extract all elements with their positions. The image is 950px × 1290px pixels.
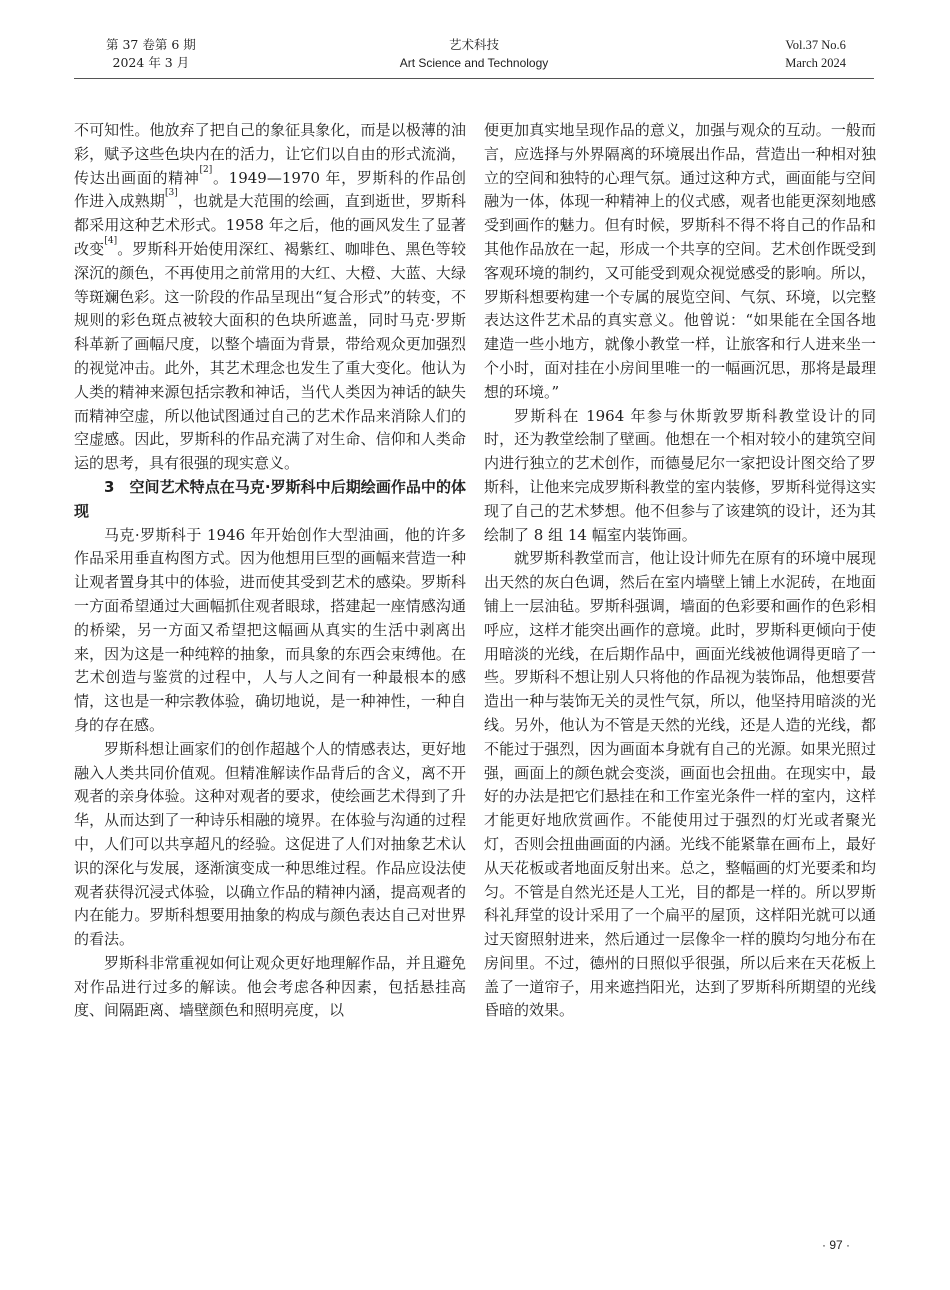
journal-title-cn: 艺术科技 — [448, 37, 499, 52]
paragraph: 就罗斯科教堂而言，他让设计师先在原有的环境中展现出天然的灰白色调，然后在室内墙壁上铺上水泥砖，在地面铺上一层油毡。罗斯科强调，墙面的色彩要和画作的色彩相呼应，这样才能突出画作的意境。此时，罗斯科更倾向于使用暗淡的光线，在后期作品中，画面光线被他调得更暗了一些。罗斯科不想让别人只将他的作品视为装饰品，他想要营造出一种与装饰无关的灵性气氛，所以，他坚持用暗淡的光线。另外，他认为不管是天然的光线，还是人造的光线，都不能过于强烈，因为画面本身就有自己的光源。如果光照过强，画面上的颜色就会变淡，画面也会扭曲。在现实中，最好的办法是把它们悬挂在和工作室光条件一样的室内，这样才能更好地欣赏画作。不能使用过于强烈的灯光或者聚光灯，否则会扭曲画面的内涵。光线不能紧靠在画布上，最好从天花板或者地面反射出来。总之，整幅画的灯光要柔和均匀。不管是自然光还是人工光，目的都是一样的。所以罗斯科礼拜堂的设计采用了一个扁平的屋顶，这样阳光就可以通过天窗照射进来，然后通过一层像伞一样的膜均匀地分布在房间里。不过，德州的日照似乎很强，所以后来在天花板上盖了一道帘子，用来遮挡阳光，达到了罗斯科所期望的光线昏暗的效果。 — [484, 549, 876, 1020]
page-number: · 97 · — [821, 1238, 850, 1252]
paragraph: 罗斯科在 1964 年参与休斯敦罗斯科教堂设计的同时，还为教堂绘制了壁画。他想在一个相对较小的建筑空间内进行独立的艺术创作，而德曼尼尔一家把设计图交给了罗斯科，让他来完成罗斯科教堂的室内装修，罗斯科觉得这实现了自己的艺术梦想。他不但参与了该建筑的设计，还为其绘制了 8 组 14 幅室内装饰画。 — [484, 406, 876, 544]
running-header — [74, 36, 874, 76]
text-run: 。罗斯科开始使用深红、褐紫红、咖啡色、黑色等较深沉的颜色，不再使用之前常用的大红、大橙、大蓝、大绿等斑斓色彩。这一阶段的作品呈现出“复合形式”的转变，不规则的彩色斑点被较大面积的色块所遮盖，同时马克·罗斯科革新了画幅尺度，以整个墙面为背景，带给观众更加强烈的视觉冲击。此外，其艺术理念也发生了重大变化。他认为人类的精神来源包括宗教和神话，当代人类因为神话的缺失而精神空虚，所以他试图通过自己的艺术作品来消除人们的空虚感。因此，罗斯科的作品充满了对生命、信仰和人类命运的思考，具有很强的现实意义。 — [74, 239, 466, 473]
right-column — [484, 119, 876, 1023]
header-volume-info-en — [785, 36, 846, 72]
paragraph — [74, 119, 466, 476]
paragraph: 罗斯科非常重视如何让观众更好地理解作品，并且避免对作品进行过多的解读。他会考虑各种因素，包括悬挂高度、间隔距离、墙壁颜色和照明亮度，以 — [74, 953, 466, 1020]
text-run: 不可知性。他放弃了把自己的象征具象化，而是以极薄的油彩，赋予这些色块内在的活力，让它们以自由的形式流淌，传达出画面的精神 — [74, 121, 466, 187]
header-volume-issue-en: Vol.37 No.6 — [785, 38, 846, 52]
header-divider — [74, 78, 874, 79]
header-date-en: March 2024 — [785, 56, 846, 70]
header-date-cn: 2024 年 3 月 — [112, 55, 190, 70]
citation-ref: [3] — [165, 188, 178, 199]
journal-title-en: Art Science and Technology — [399, 56, 549, 70]
header-volume-issue: 第 37 卷第 6 期 — [106, 37, 196, 52]
paragraph: 罗斯科想让画家们的创作超越个人的情感表达，更好地融入人类共同价值观。但精准解读作品背后的含义，离不开观者的亲身体验。这种对观者的要求，使绘画艺术得到了升华，从而达到了一种诗乐相融的境界。在体验与沟通的过程中，人们可以共享超凡的经验。这促进了人们对抽象艺术认识的深化与发展，逐渐演变成一种思维过程。作品应设法使观者获得沉浸式体验，以确立作品的精神内涵，提高观者的内在能力。罗斯科想要用抽象的构成与颜色表达自己对世界的看法。 — [74, 739, 466, 949]
text-run: ，也就是大范围的绘画，直到逝世，罗斯科都采用这种艺术形式。1958 年之后，他的画风发生了显著改变 — [74, 192, 466, 258]
section-heading: 3 空间艺术特点在马克·罗斯科中后期绘画作品中的体现 — [74, 477, 466, 520]
paragraph: 马克·罗斯科于 1946 年开始创作大型油画，他的许多作品采用垂直构图方式。因为他想用巨型的画幅来营造一种让观者置身其中的体验，进而使其受到艺术的感染。罗斯科一方面希望通过大画幅抓住观者眼球，搭建起一座情感沟通的桥梁，另一方面又希望把这幅画从真实的生活中剥离出来，因为这是一种纯粹的抽象，而具象的东西会束缚他。在艺术创造与鉴赏的过程中，人与人之间有一种最根本的感情，这也是一种宗教体验，确切地说，是一种神性，一种自身的存在感。 — [74, 525, 466, 734]
paragraph: 便更加真实地呈现作品的意义，加强与观众的互动。一般而言，应选择与外界隔离的环境展出作品，营造出一种相对独立的空间和独特的心理气氛。通过这种方式，画面能与空间融为一体，体现一种精神上的仪式感，观者也能更深刻地感受到画作的魅力。但有时候，罗斯科不得不将自己的作品和其他作品放在一起，形成一个共享的空间。艺术创作既受到客观环境的制约，又可能受到观众视觉感受的影响。所以，罗斯科想要构建一个专属的展览空间、气氛、环境，以完整表达这件艺术品的真实意义。他曾说：“如果能在全国各地建造一些小地方，就像小教堂一样，让旅客和行人进来坐一个小时，面对挂在小房间里唯一的一幅画沉思，那将是最理想的环境。” — [484, 121, 876, 401]
text-run: 。1949—1970 年，罗斯科的作品创作进入成熟期 — [74, 168, 466, 211]
header-journal-title — [74, 36, 874, 72]
citation-ref: [2] — [199, 164, 213, 175]
left-column — [74, 119, 466, 1023]
citation-ref: [4] — [104, 235, 118, 246]
